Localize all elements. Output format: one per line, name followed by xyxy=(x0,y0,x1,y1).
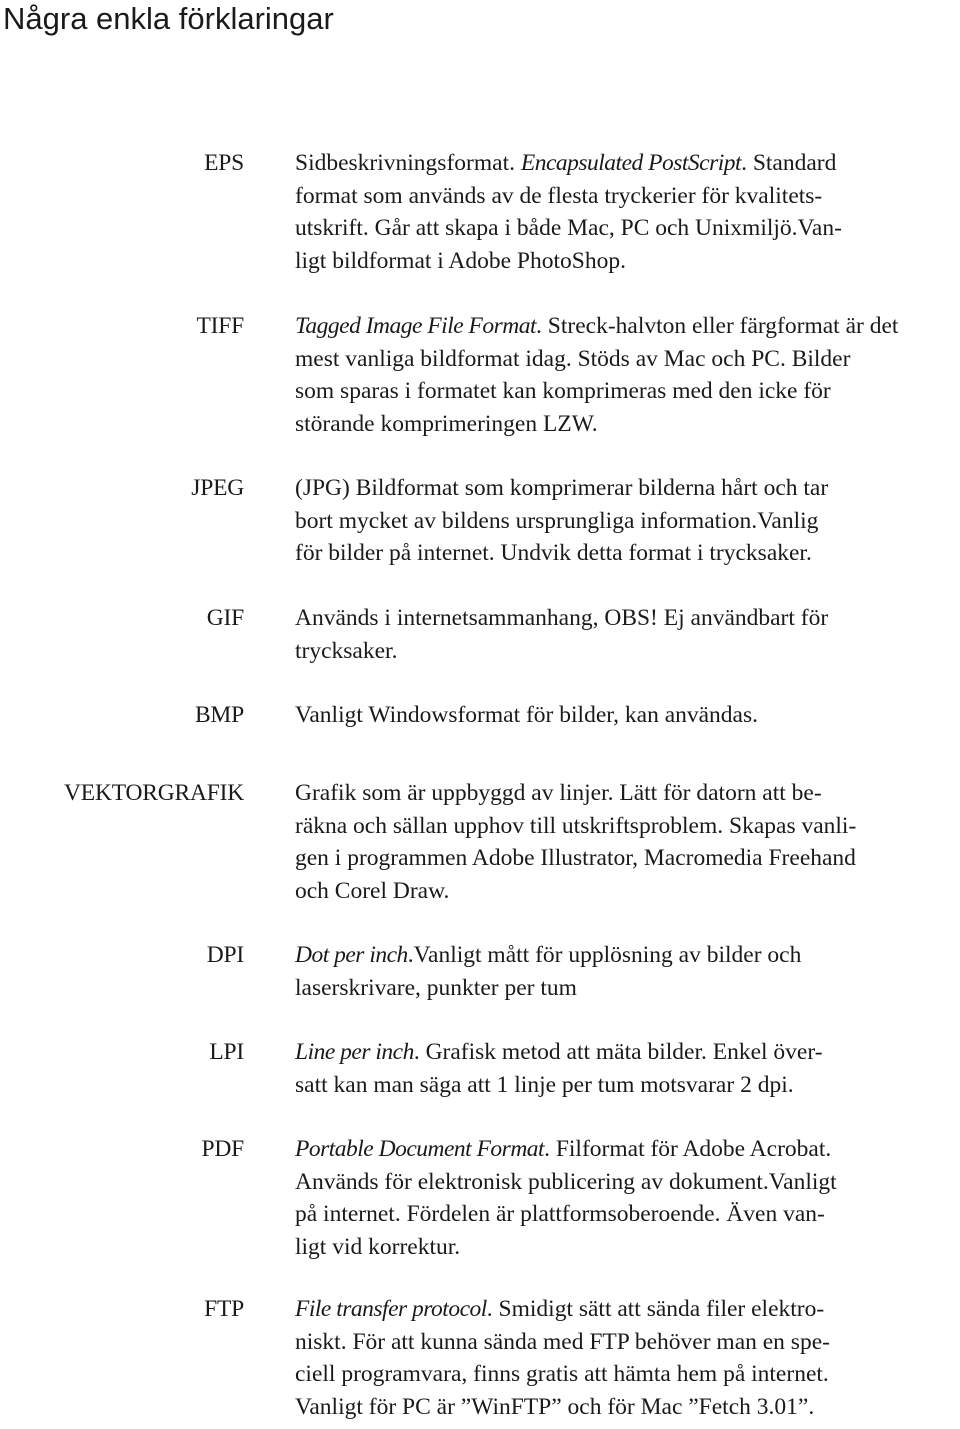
definition-line xyxy=(295,343,960,376)
definition-text: som sparas i formatet kan komprimeras med den icke för xyxy=(295,378,831,404)
definition-line xyxy=(295,245,960,278)
definition-text: . Streck-halvton eller färgformat är det xyxy=(536,313,899,339)
definition-text: utskrift. Går att skapa i både Mac, PC och Unixmiljö.Van- xyxy=(295,215,842,241)
italic-term-name: Encapsulated PostScript xyxy=(520,150,742,176)
italic-term-name: File transfer protocol xyxy=(295,1296,487,1322)
definition-text: ligt bildformat i Adobe PhotoShop. xyxy=(295,247,626,274)
definition-text: Vanligt för PC är ”WinFTP” och för Mac ”Fetch 3.01”. xyxy=(295,1393,815,1420)
definition-text: för bilder på internet. Undvik detta format i trycksaker. xyxy=(295,540,812,566)
glossary-term: TIFF xyxy=(196,313,244,339)
definition-text: Används i internetsammanhang, OBS! Ej användbart för xyxy=(295,605,829,631)
glossary-term: VEKTORGRAFIK xyxy=(64,780,244,806)
definition-text: mest vanliga bildformat idag. Stöds av Mac och PC. Bilder xyxy=(295,345,851,372)
glossary-term: JPEG xyxy=(191,475,244,501)
definition-line xyxy=(295,699,960,732)
definition-line xyxy=(295,1133,960,1166)
definition-text: . Smidigt sätt att sända filer elektro- xyxy=(486,1296,825,1322)
glossary-definition xyxy=(295,472,960,570)
definition-text: Grafik som är uppbyggd av linjer. Lätt för datorn att be- xyxy=(295,780,822,806)
glossary-term: LPI xyxy=(209,1039,244,1065)
glossary-term: PDF xyxy=(201,1136,244,1162)
definition-text: niskt. För att kunna sända med FTP behöver man en spe- xyxy=(295,1328,830,1355)
definition-line xyxy=(295,1036,960,1069)
definition-line xyxy=(295,842,960,875)
glossary-term: DPI xyxy=(206,942,244,968)
italic-term-name: Dot per inch xyxy=(295,942,408,968)
glossary-term: BMP xyxy=(194,702,244,728)
definition-line xyxy=(295,537,960,570)
definition-text: Vanligt Windowsformat för bilder, kan användas. xyxy=(295,702,759,728)
definition-line xyxy=(295,972,960,1005)
definition-line xyxy=(295,472,960,505)
glossary-definition xyxy=(295,777,960,907)
definition-line xyxy=(295,777,960,810)
definition-line xyxy=(295,1358,960,1391)
definition-text: Sidbeskrivningsformat. xyxy=(295,150,521,176)
glossary-definition xyxy=(295,602,960,667)
definition-text: ciell programvara, finns gratis att hämta hem på internet. xyxy=(295,1361,829,1387)
definition-text: på internet. Fördelen är plattformsoberoende. Även van- xyxy=(295,1201,825,1227)
definition-line xyxy=(295,408,960,441)
definition-text: format som används av de flesta tryckerier för kvalitets- xyxy=(295,182,823,209)
definition-line xyxy=(295,939,960,972)
definition-line xyxy=(295,1166,960,1199)
definition-line xyxy=(295,1198,960,1231)
definition-text: satt kan man säga att 1 linje per tum motsvarar 2 dpi. xyxy=(295,1071,794,1098)
definition-text: ligt vid korrektur. xyxy=(295,1233,461,1260)
definition-line xyxy=(295,810,960,843)
definition-text: trycksaker. xyxy=(295,637,398,664)
page-title: Några enkla förklaringar xyxy=(3,1,334,36)
definition-line xyxy=(295,1069,960,1102)
glossary-definition xyxy=(295,147,960,277)
definition-text: Används för elektronisk publicering av dokument.Vanligt xyxy=(295,1168,837,1195)
glossary-definition xyxy=(295,939,960,1004)
definition-line xyxy=(295,212,960,245)
definition-line xyxy=(295,635,960,668)
definition-text: bort mycket av bildens ursprungliga information.Vanlig xyxy=(295,507,819,534)
definition-line xyxy=(295,1231,960,1264)
glossary-definition xyxy=(295,1133,960,1263)
definition-line xyxy=(295,505,960,538)
definition-text: räkna och sällan upphov till utskriftsproblem. Skapas vanli- xyxy=(295,812,857,839)
definition-line xyxy=(295,1391,960,1424)
definition-text: störande komprimeringen LZW. xyxy=(295,410,598,437)
definition-text: .Vanligt mått för upplösning av bilder och xyxy=(407,942,802,968)
glossary-definition xyxy=(295,1036,960,1101)
definition-text: . Filformat för Adobe Acrobat. xyxy=(544,1136,832,1162)
definition-line xyxy=(295,310,960,343)
definition-text: gen i programmen Adobe Illustrator, Macromedia Freehand xyxy=(295,845,856,871)
italic-term-name: Portable Document Format xyxy=(295,1136,545,1162)
glossary-term: FTP xyxy=(204,1296,244,1322)
definition-line xyxy=(295,1326,960,1359)
definition-line xyxy=(295,1293,960,1326)
italic-term-name: Line per inch xyxy=(295,1039,414,1065)
definition-line xyxy=(295,375,960,408)
definition-line xyxy=(295,147,960,180)
definition-text: laserskrivare, punkter per tum xyxy=(295,974,577,1001)
glossary-definition xyxy=(295,699,960,732)
definition-text: och Corel Draw. xyxy=(295,877,450,904)
italic-term-name: Tagged Image File Format xyxy=(295,313,537,339)
glossary-term: GIF xyxy=(206,605,244,631)
definition-line xyxy=(295,602,960,635)
definition-line xyxy=(295,875,960,908)
glossary-definition xyxy=(295,310,960,440)
definition-text: . Grafisk metod att mäta bilder. Enkel över- xyxy=(413,1039,823,1065)
glossary-definition xyxy=(295,1293,960,1423)
definition-text: (JPG) Bildformat som komprimerar bilderna hårt och tar xyxy=(295,475,829,501)
definition-line xyxy=(295,180,960,213)
glossary-term: EPS xyxy=(204,150,244,176)
definition-text: . Standard xyxy=(741,150,837,176)
